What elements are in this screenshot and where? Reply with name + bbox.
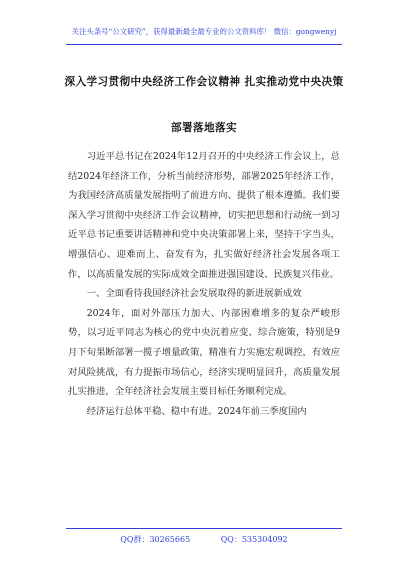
paragraph: 经济运行总体平稳、稳中有进。2024年前三季度国内 <box>86 405 307 417</box>
header-notice: 关注头条号“公文研究”，获得最新最全最专业的公文资料库！ 微信：gongwenyj <box>71 27 337 36</box>
document-title-line1: 深入学习贯彻中央经济工作会议精神 扎实推动党中央决策 <box>64 76 344 88</box>
document-title-line2: 部署落地落实 <box>171 122 237 134</box>
footer-qq-group: QQ群：30265665 <box>120 535 191 544</box>
paragraph: 2024年，面对外部压力加大、内部困难增多的复杂严峻形势，以习近平同志为核心的党中央沉着应变、综合施策，特别是9月下旬果断部署一揽子增量政策，精准有力实施宏观调控，有效应对风险挑战，有力提振市场信心，经济实现明显回升，高质量发展扎实推进，全年经济社会发展主要目标任务顺利完成。 <box>68 307 340 398</box>
footer <box>0 534 408 545</box>
document-body <box>68 147 340 421</box>
paragraph: 习近平总书记在2024年12月召开的中央经济工作会议上，总结2024年经济工作，分析当前经济形势，部署2025年经济工作，为我国经济高质量发展指明了前进方向、提供了根本遵循。我们要深入学习贯彻中央经济工作会议精神，切实把思想和行动统一到习近平总书记重要讲话精神和党中央决策部署上来，坚持干字当头，增强信心、迎难而上、奋发有为，扎实做好经济社会发展各项工作，以高质量发展的实际成效全面推进强国建设、民族复兴伟业。 <box>68 151 340 280</box>
footer-divider <box>66 528 342 529</box>
section-heading: 一、全面看待我国经济社会发展取得的新进展新成效 <box>86 288 302 300</box>
footer-qq: QQ：535304092 <box>220 535 288 544</box>
header-divider <box>66 44 342 45</box>
